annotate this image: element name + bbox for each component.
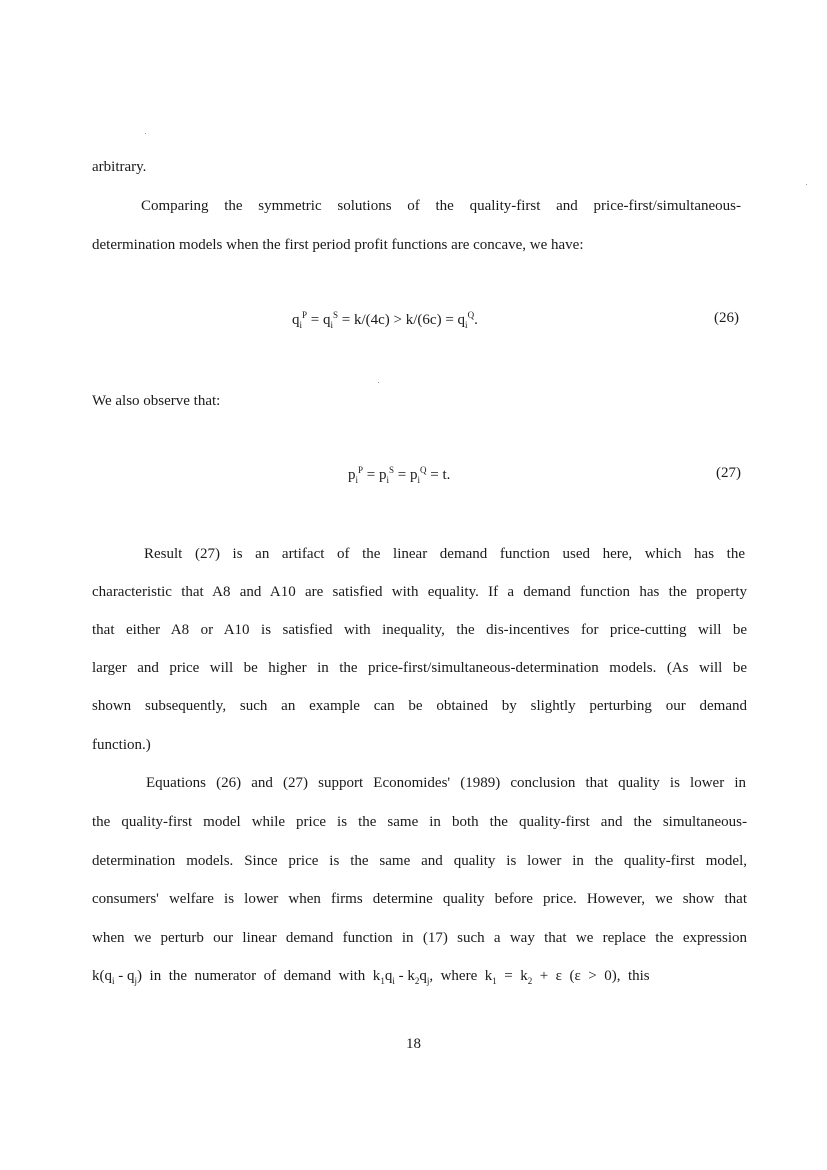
text-line: determination models when the first period profit functions are concave, we have:	[92, 237, 584, 253]
text-line: when we perturb our linear demand function in (17) such a way that we replace the expression	[92, 930, 747, 946]
scan-speck	[806, 184, 807, 185]
text-line: that either A8 or A10 is satisfied with inequality, the dis-incentives for price-cutting will be	[92, 622, 747, 638]
text-line: characteristic that A8 and A10 are satisfied with equality. If a demand function has the property	[92, 584, 747, 600]
text-line: function.)	[92, 737, 151, 753]
text-line: We also observe that:	[92, 393, 221, 409]
equation-number: (26)	[714, 310, 739, 326]
text-line: shown subsequently, such an example can be obtained by slightly perturbing our demand	[92, 698, 747, 714]
text-line: determination models. Since price is the same and quality is lower in the quality-first model,	[92, 853, 747, 869]
page-number: 18	[406, 1036, 421, 1052]
equation-number: (27)	[716, 465, 741, 481]
text-line: consumers' welfare is lower when firms determine quality before price. However, we show that	[92, 891, 747, 907]
text-line: Result (27) is an artifact of the linear demand function used here, which has the	[144, 546, 745, 562]
scan-speck	[145, 133, 146, 134]
equation-27: $p_i^P = p_i^S = p_i^Q = t$.	[348, 465, 451, 485]
equation-26: $q_i^P = q_i^S = k/(4c) > k/(6c) = q_i^Q$.	[292, 310, 478, 330]
scan-speck	[378, 382, 379, 383]
text-line: larger and price will be higher in the price-first/simultaneous-determination models. (As will be	[92, 660, 747, 676]
text-line-math: $k(q_i - q_j)$ in the numerator of demand with $k_1q_i - k_2q_j$, where $k_1 = k_2 + \varepsilon$ (ε > 0), this	[92, 968, 650, 986]
text-line: arbitrary.	[92, 159, 147, 175]
text-line: the quality-first model while price is the same in both the quality-first and the simultaneous-	[92, 814, 747, 830]
text-line: Equations (26) and (27) support Economides' (1989) conclusion that quality is lower in	[146, 775, 746, 791]
text-line: Comparing the symmetric solutions of the quality-first and price-first/simultaneous-	[141, 198, 741, 214]
